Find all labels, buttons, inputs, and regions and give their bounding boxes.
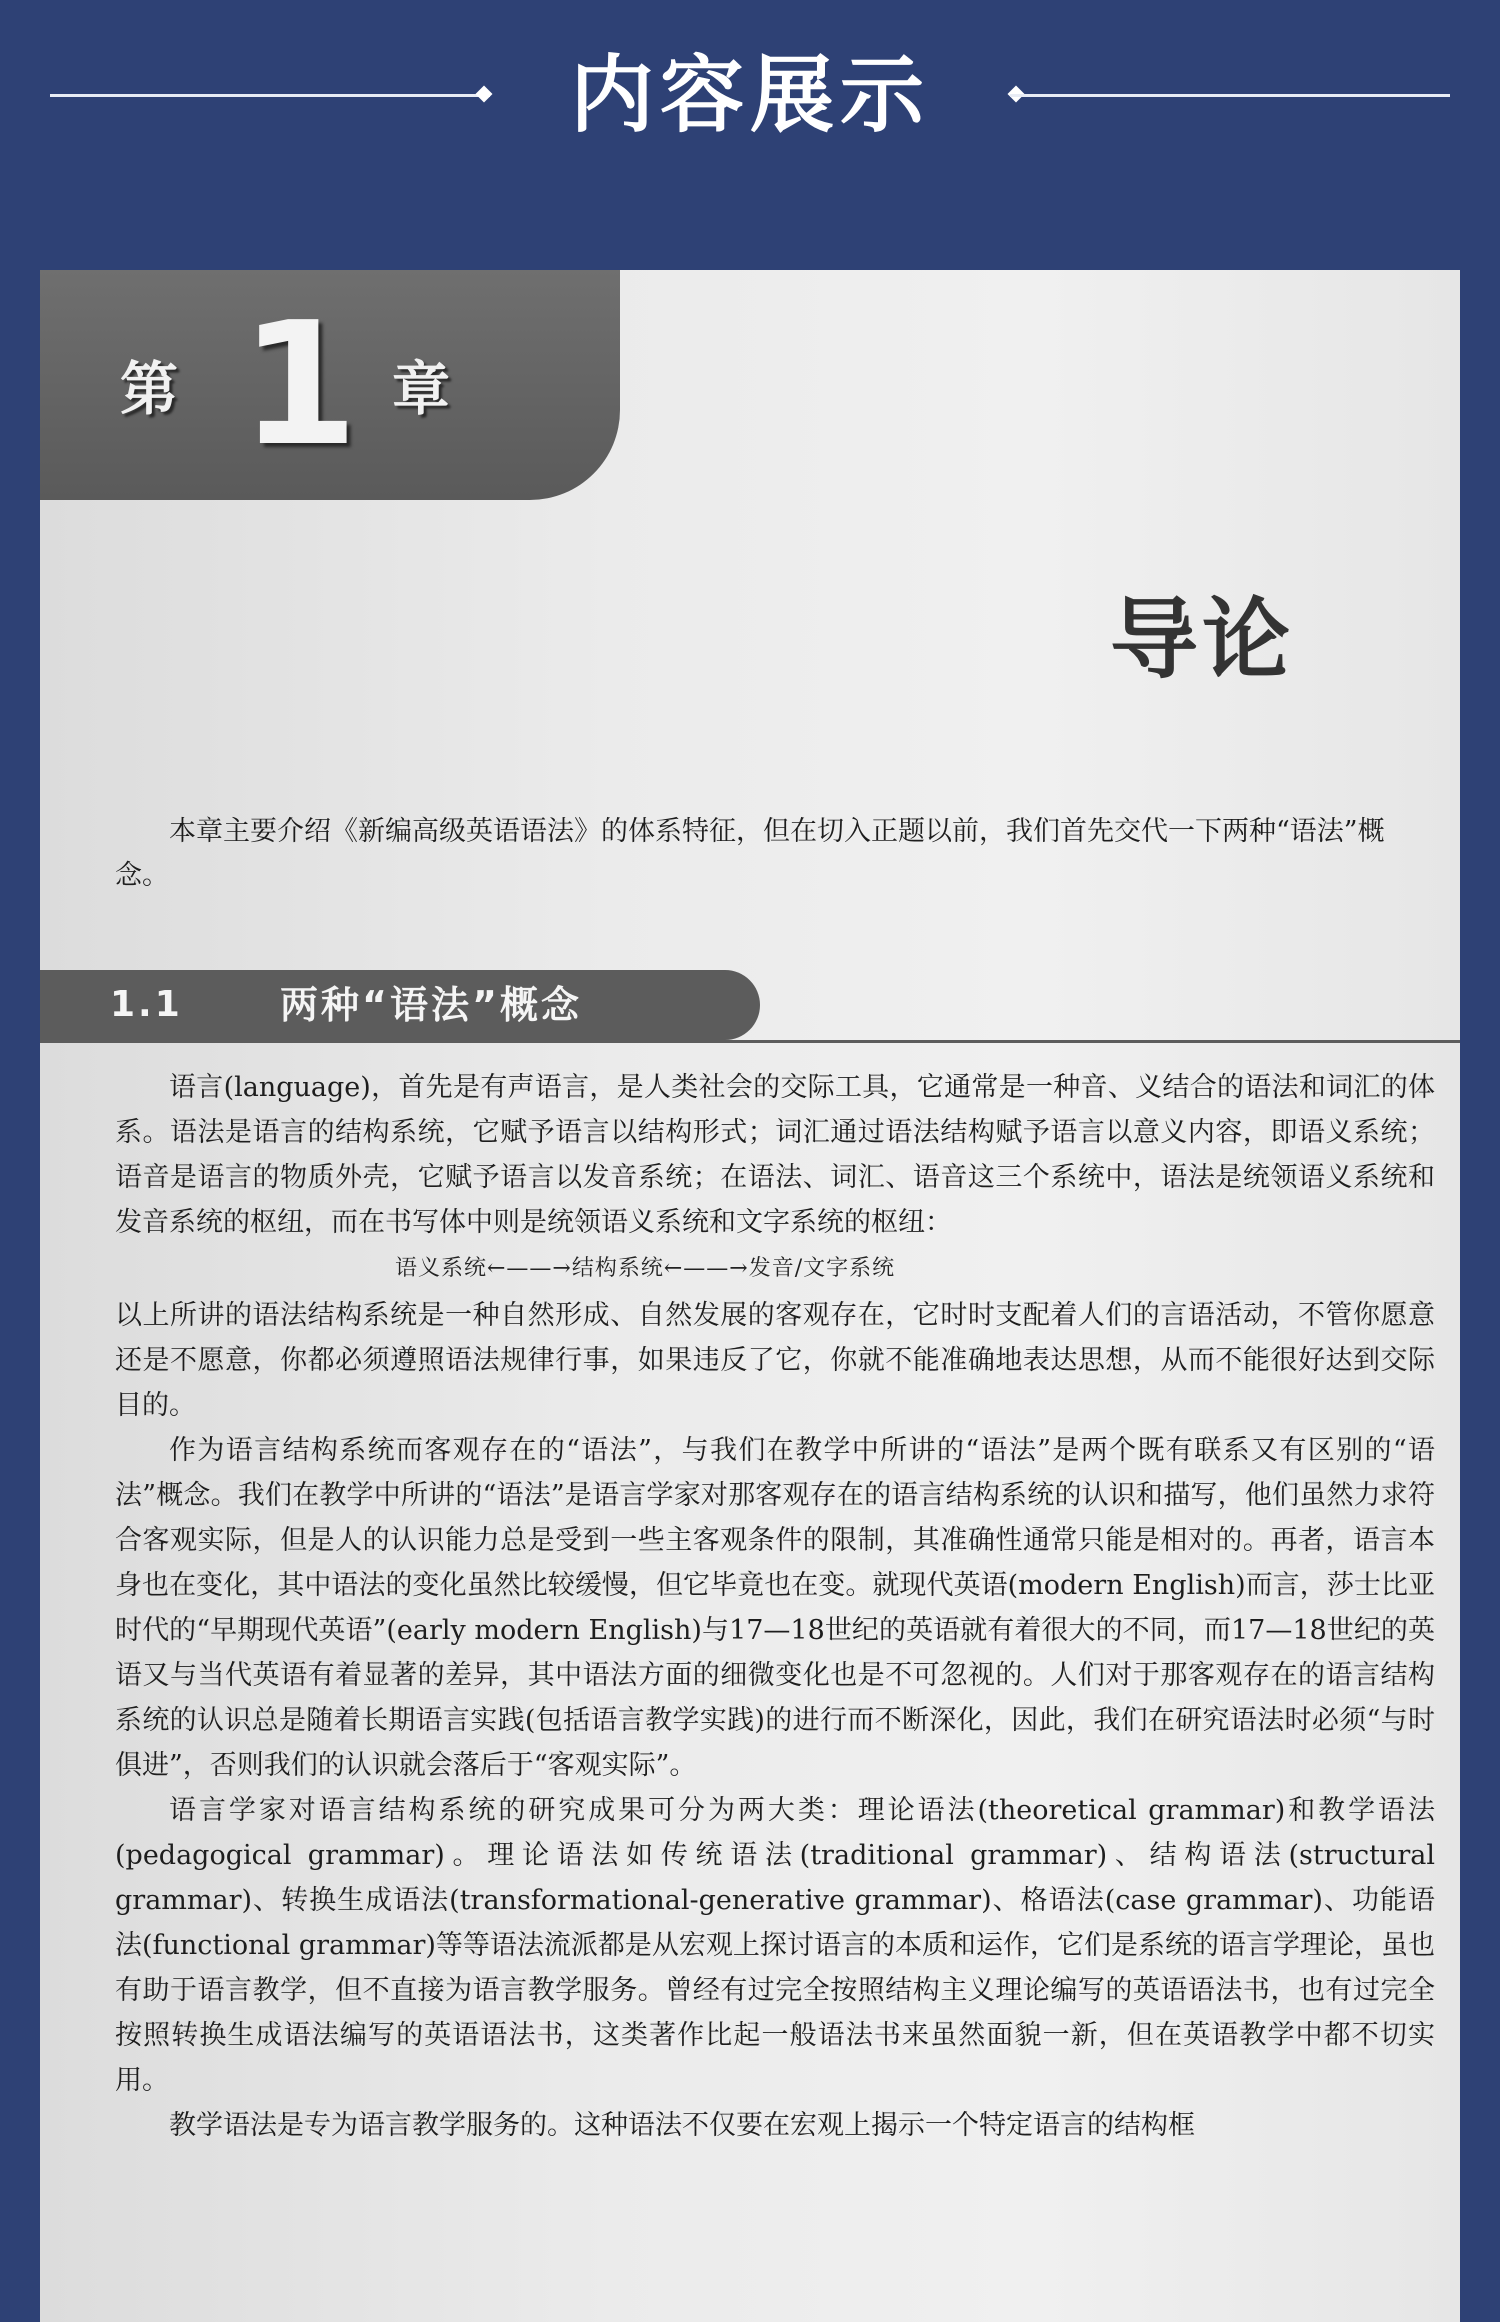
- section-title: 两种“语法”概念: [280, 983, 582, 1027]
- chapter-prefix: 第: [120, 355, 179, 423]
- paragraph: 以上所讲的语法结构系统是一种自然形成、自然发展的客观存在，它时时支配着人们的言语活动，不管你愿意还是不愿意，你都必须遵照语法规律行事，如果违反了它，你就不能准确地表达思想，从而不能很好达到交际目的。: [115, 1300, 1435, 1421]
- section-banner: [40, 970, 760, 1040]
- body-text: [115, 1065, 1435, 2148]
- paragraph: 作为语言结构系统而客观存在的“语法”，与我们在教学中所讲的“语法”是两个既有联系又有区别的“语法”概念。我们在教学中所讲的“语法”是语言学家对那客观存在的语言结构系统的认识和描写，他们虽然力求符合客观实际，但是人的认识能力总是受到一些主客观条件的限制，其准确性通常只能是相对的。再者，语言本身也在变化，其中语法的变化虽然比较缓慢，但它毕竟也在变。就现代英语(modern English)而言，莎士比亚时代的“早期现代英语”(early modern English)与17—18世纪的英语就有着很大的不同，而17—18世纪的英语又与当代英语有着显著的差异，其中语法方面的细微变化也是不可忽视的。人们对于那客观存在的语言结构系统的认识总是随着长期语言实践(包括语言教学实践)的进行而不断深化，因此，我们在研究语法时必须“与时俱进”，否则我们的认识就会落后于“客观实际”。: [115, 1435, 1435, 1781]
- chapter-intro: 本章主要介绍《新编高级英语语法》的体系特征，但在切入正题以前，我们首先交代一下两种“语法”概念。: [115, 816, 1385, 891]
- chapter-number: 1: [240, 286, 359, 484]
- header-right-rule: [1010, 94, 1450, 97]
- chapter-suffix: 章: [392, 355, 451, 423]
- chapter-banner: [40, 270, 620, 500]
- paragraph: 语言(language)，首先是有声语言，是人类社会的交际工具，它通常是一种音、义结合的语法和词汇的体系。语法是语言的结构系统，它赋予语言以结构形式；词汇通过语法结构赋予语言以意义内容，即语义系统；语音是语言的物质外壳，它赋予语言以发音系统；在语法、词汇、语音这三个系统中，语法是统领语义系统和发音系统的枢纽，而在书写体中则是统领语义系统和文字系统的枢纽：: [115, 1072, 1435, 1238]
- header-title: 内容展示: [569, 46, 930, 144]
- header-left-rule: [50, 94, 490, 97]
- paragraph: 教学语法是专为语言教学服务的。这种语法不仅要在宏观上揭示一个特定语言的结构框: [169, 2110, 1195, 2141]
- system-diagram: 语义系统←——→结构系统←——→发音/文字系统: [395, 1256, 896, 1281]
- chapter-title: 导论: [1110, 588, 1295, 691]
- section-number: 1.1: [110, 984, 183, 1025]
- header-banner: [0, 0, 1500, 270]
- book-page: [40, 270, 1460, 2322]
- section-rule: [40, 1040, 1460, 1043]
- header-left-diamond: [476, 86, 493, 103]
- paragraph: 语言学家对语言结构系统的研究成果可分为两大类：理论语法(theoretical grammar)和教学语法(pedagogical grammar)。理论语法如传统语法(traditional grammar)、结构语法(structural grammar)、转换生成语法(transformational-generative grammar)、格语法(case grammar)、功能语法(functional grammar)等等语法流派都是从宏观上探讨语言的本质和运作，它们是系统的语言学理论，虽也有助于语言教学，但不直接为语言教学服务。曾经有过完全按照结构主义理论编写的英语语法书，也有过完全按照转换生成语法编写的英语语法书，这类著作比起一般语法书来虽然面貌一新，但在英语教学中都不切实用。: [115, 1795, 1435, 2096]
